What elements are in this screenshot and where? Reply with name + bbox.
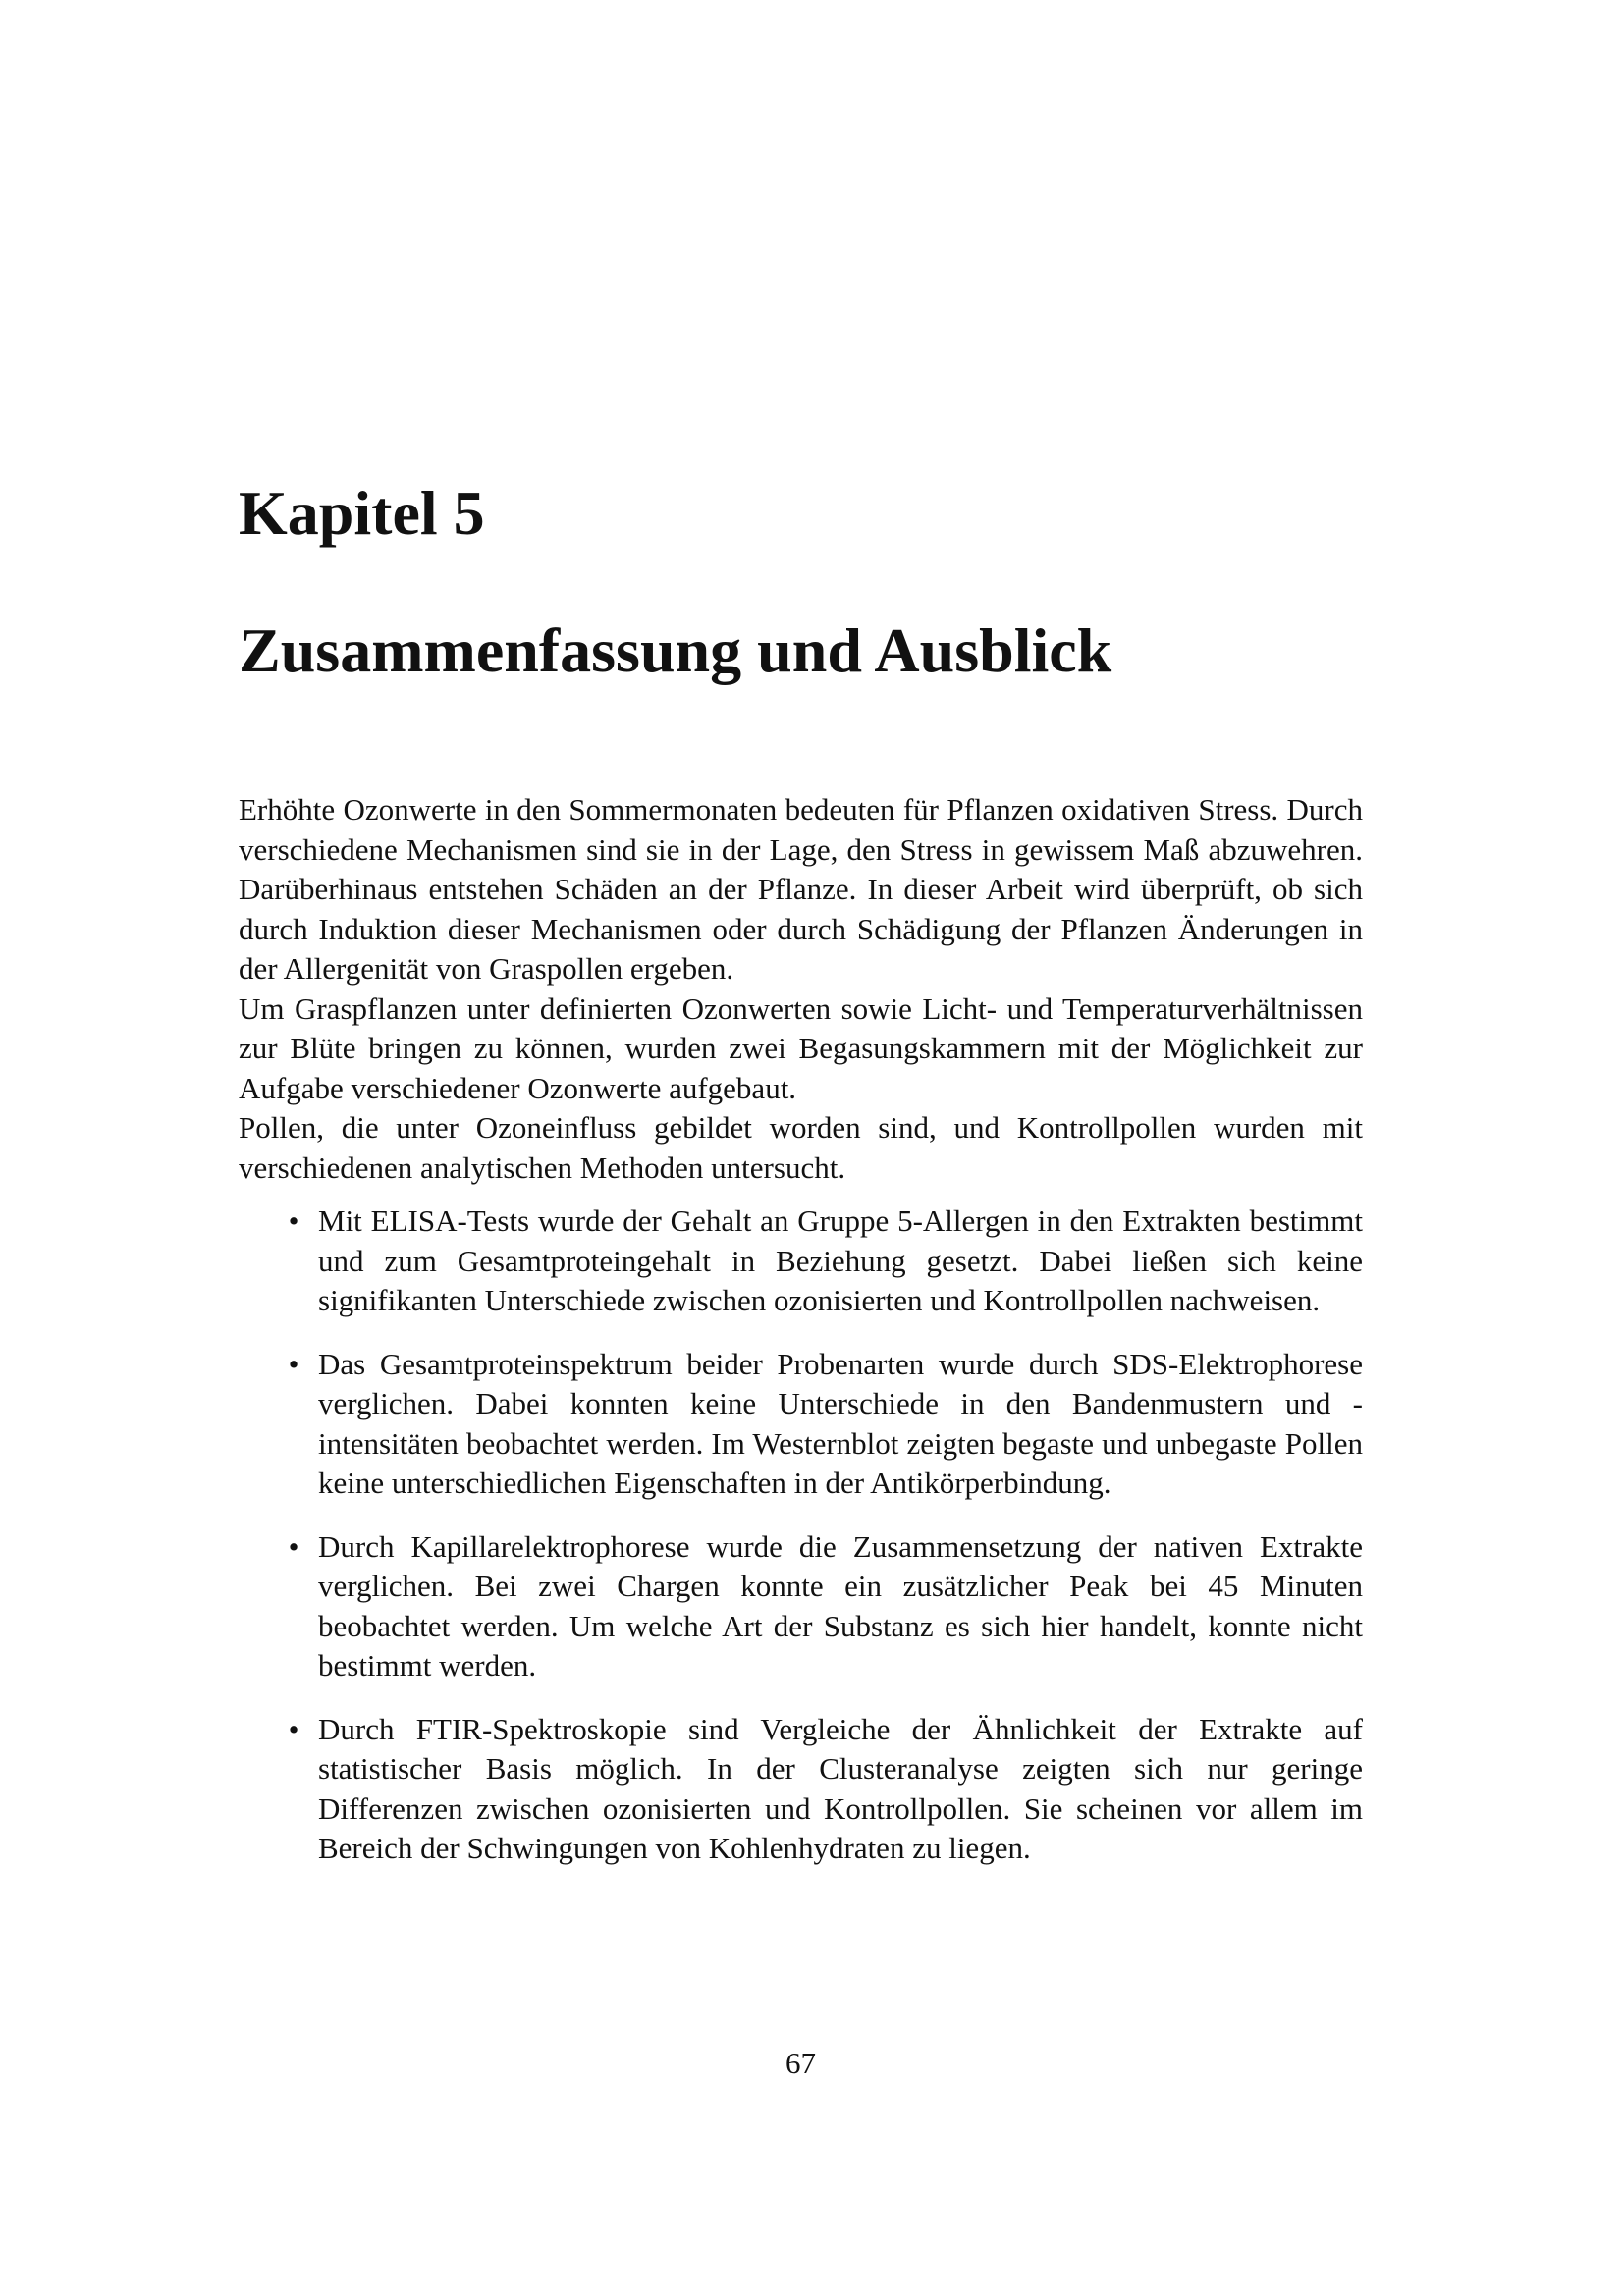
list-item-sds [239,1345,1363,1504]
list-item-ftir [239,1710,1363,1869]
findings-list [239,1201,1363,1869]
paragraph-intro: Erhöhte Ozonwerte in den Sommermonaten bedeuten für Pflanzen oxidativen Stress. Durch verschiedene Mechanismen sind sie in der Lage, den Stress in gewissem Maß abzuwehren. Darüberhinaus entstehen Schäden an der Pflanze. In dieser Arbeit wird überprüft, ob sich durch Induktion dieser Mechanismen oder durch Schädigung der Pflanzen Änderungen in der Allergenität von Graspollen ergeben. [239,792,1363,986]
bullet-icon: • [288,1528,299,1564]
page-number: 67 [785,2046,816,2080]
list-item-kapillar [239,1527,1363,1686]
list-item-text: Mit ELISA-Tests wurde der Gehalt an Gruppe 5-Allergen in den Extrakten bestimmt und zum Gesamtproteingehalt in Beziehung gesetzt. Dabei ließen sich keine signifikanten Unterschiede zwischen ozonisierten und Kontrollpollen nachweisen. [318,1203,1363,1317]
list-item-text: Das Gesamtproteinspektrum beider Probenarten wurde durch SDS-Elektrophorese verglichen. Dabei konnten keine Unterschiede in den Bandenmustern und -intensitäten beobachtet werden. Im Westernblot zeigten begaste und unbegaste Pollen keine unterschiedlichen Eigenschaften in der Antikörperbindung. [318,1346,1363,1500]
paragraph-chambers: Um Graspflanzen unter definierten Ozonwerten sowie Licht- und Temperaturverhältnissen zur Blüte bringen zu können, wurden zwei Begasungskammern mit der Möglichkeit zur Aufgabe verschiedener Ozonwerte aufgebaut. [239,990,1363,1105]
bullet-icon: • [288,1711,299,1746]
list-item-text: Durch Kapillarelektrophorese wurde die Zusammensetzung der nativen Extrakte verglichen. Bei zwei Chargen konnte ein zusätzlicher Peak bei 45 Minuten beobachtet werden. Um welche Art der Substanz es sich hier handelt, konnte nicht bestimmt werden. [318,1528,1363,1682]
chapter-body [239,790,1363,1893]
chapter-title: Zusammenfassung und Ausblick [239,615,1112,685]
bullet-icon: • [288,1346,299,1381]
paragraph-methods: Pollen, die unter Ozoneinfluss gebildet worden sind, und Kontrollpollen wurden mit verschiedenen analytischen Methoden untersucht. [239,1110,1363,1185]
list-item-text: Durch FTIR-Spektroskopie sind Vergleiche der Ähnlichkeit der Extrakte auf statistischer Basis möglich. In der Clusteranalyse zeigten sich nur geringe Differenzen zwischen ozonisierten und Kontrollpollen. Sie scheinen vor allem im Bereich der Schwingungen von Kohlenhydraten zu liegen. [318,1711,1363,1865]
chapter-label: Kapitel 5 [239,478,485,548]
list-item-elisa [239,1201,1363,1321]
bullet-icon: • [288,1203,299,1238]
